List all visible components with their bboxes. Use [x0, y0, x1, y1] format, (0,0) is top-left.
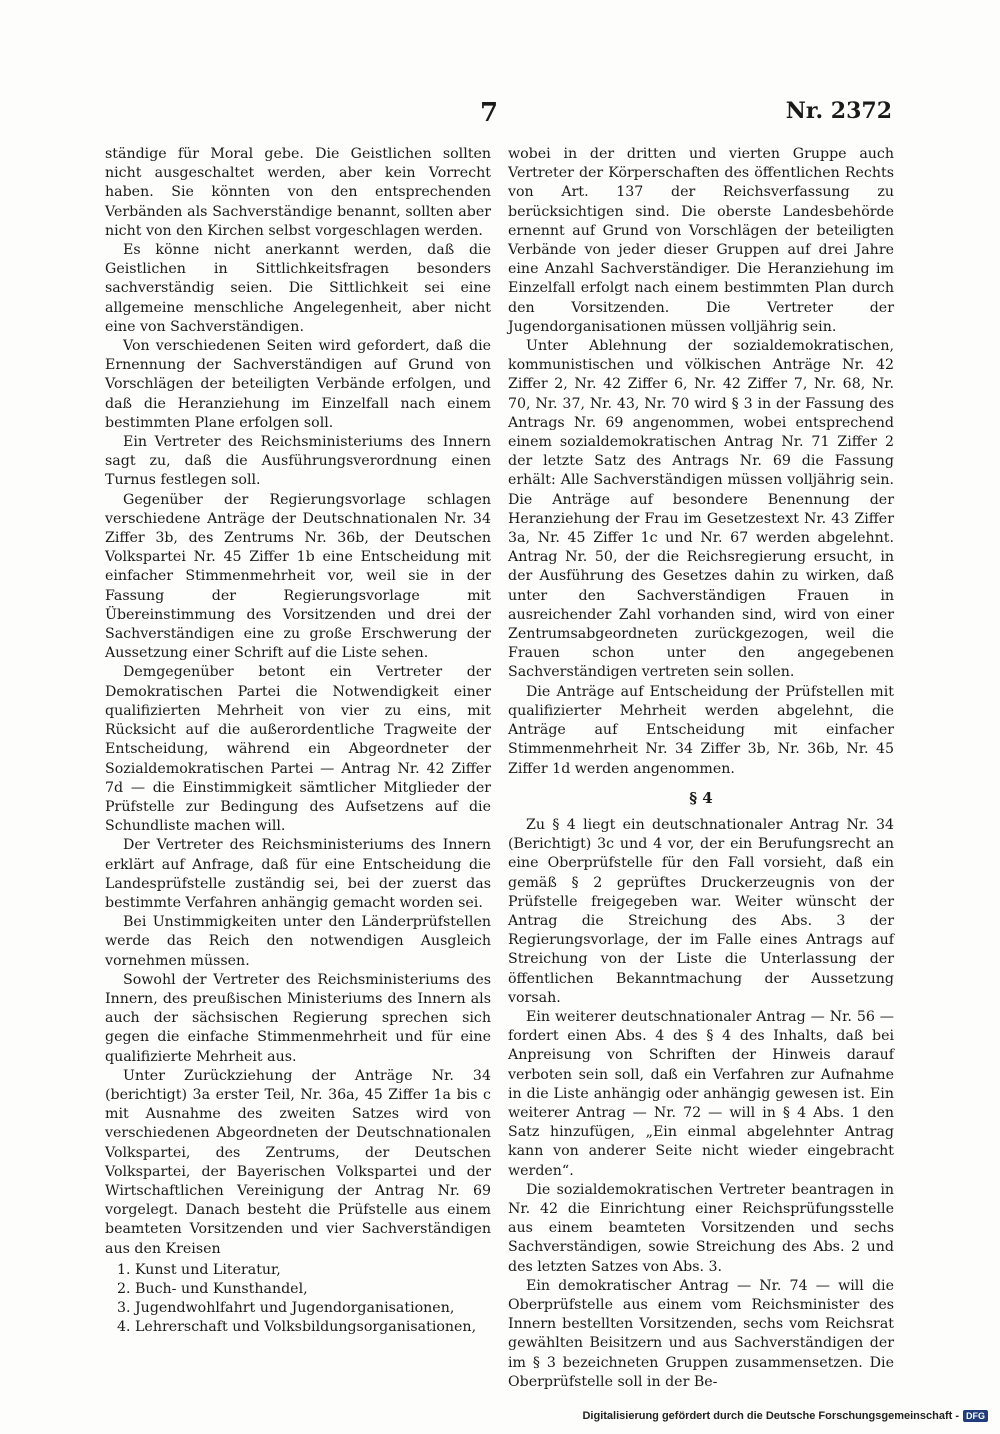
paragraph: Bei Unstimmigkeiten unter den Länderprüfstellen werde das Reich den notwendigen Ausgleich vornehmen müssen. — [105, 914, 491, 969]
paragraph: Der Vertreter des Reichsministeriums des Innern erklärt auf Anfrage, daß für eine Entscheidung die Landesprüfstelle zuständig sei, bei der zuerst das bestimmte Verfahren anhängig gemacht worden sei. — [105, 837, 491, 911]
list-item: 3. Jugendwohlfahrt und Jugendorganisationen, — [135, 1299, 491, 1318]
right-column — [508, 145, 894, 1392]
paragraph: Sowohl der Vertreter des Reichsministeriums des Innern, des preußischen Ministeriums des Innern als auch der sächsischen Regierung sprechen sich gegen die einfache Stimmenmehrheit und für eine qualifizierte Mehrheit aus. — [105, 971, 491, 1065]
left-column — [105, 145, 491, 1338]
group-list — [123, 1261, 491, 1338]
list-item: 1. Kunst und Literatur, — [135, 1261, 491, 1280]
paragraph: Demgegenüber betont ein Vertreter der Demokratischen Partei die Notwendigkeit einer qualifizierten Mehrheit von vier zu eins, mit Rücksicht auf die außerordentliche Tragweite der Entscheidung, während ein Abgeordneter der Sozialdemokratischen Partei — Antrag Nr. 42 Ziffer 7d — die Einstimmigkeit sämtlicher Mitglieder der Prüfstelle zur Bedingung des Aufsetzens auf die Schundliste machen will. — [105, 664, 491, 835]
footer-text: Digitalisierung gefördert durch die Deutsche Forschungsgemeinschaft - — [582, 1410, 959, 1422]
paragraph: Von verschiedenen Seiten wird gefordert, daß die Ernennung der Sachverständigen auf Grund von Vorschlägen der beteiligten Verbände erfolgen, und daß die Heranziehung im Einzelfall nach einem bestimmten Plane erfolgen soll. — [105, 338, 491, 431]
page-header — [0, 98, 1000, 134]
list-item: 4. Lehrerschaft und Volksbildungsorganisationen, — [135, 1318, 491, 1337]
paragraph: ständige für Moral gebe. Die Geistlichen sollten nicht ausgeschaltet werden, aber kein Vorrecht haben. Sie könnten von den entsprechenden Verbänden als Sachverständige benannt, sollten aber nicht von den Kirchen selbst vorgeschlagen werden. — [105, 146, 491, 239]
paragraph: Die sozialdemokratischen Vertreter beantragen in Nr. 42 die Einrichtung einer Reichsprüfungsstelle aus einem beamteten Vorsitzenden und sechs Sachverständigen, sowie Streichung des Abs. 2 und des letzten Satzes von Abs. 3. — [508, 1181, 894, 1275]
paragraph: Es könne nicht anerkannt werden, daß die Geistlichen in Sittlichkeitsfragen besonders sachverständig seien. Die Sittlichkeit sei eine allgemeine menschliche Angelegenheit, aber nicht eine von Sachverständigen. — [105, 242, 491, 335]
paragraph: Ein weiterer deutschnationaler Antrag — Nr. 56 — fordert einen Abs. 4 des § 4 des Inhalts, daß bei Anpreisung von Schriften der Hinweis darauf verboten sein soll, daß ein Verfahren zur Aufnahme in die Liste anhängig oder anhängig gewesen ist. Ein weiterer Antrag — Nr. 72 — will in § 4 Abs. 1 den Satz hinzufügen, „Ein einmal abgelehnter Antrag kann von anderer Seite nicht wieder eingebracht werden“. — [508, 1008, 894, 1179]
footer — [582, 1410, 988, 1422]
dfg-logo: DFG — [963, 1410, 988, 1422]
section-heading: § 4 — [689, 788, 713, 807]
paragraph: Ein demokratischer Antrag — Nr. 74 — will die Oberprüfstelle aus einem vom Reichsminister des Innern bestellten Vorsitzenden, sechs vom Reichsrat gewählten Beisitzern und aus Sachverständigen der im § 3 bezeichneten Gruppen zusammensetzen. Die Oberprüfstelle soll in der Be- — [508, 1277, 894, 1390]
list-item: 2. Buch- und Kunsthandel, — [135, 1280, 491, 1299]
paragraph: Zu § 4 liegt ein deutschnationaler Antrag Nr. 34 (Berichtigt) 3c und 4 vor, der ein Berufungsrecht an eine Oberprüfstelle für den Fall vorsieht, daß ein gemäß § 2 geprüftes Druckerzeugnis von der Prüfstelle freigegeben war. Weiter wünscht der Antrag die Streichung des Abs. 3 der Regierungsvorlage, der im Falle eines Antrags auf Streichung von der Liste die Unterlassung der öffentlichen Bekanntmachung der Aussetzung vorsah. — [508, 816, 894, 1006]
paragraph: Die Anträge auf Entscheidung der Prüfstellen mit qualifizierter Mehrheit werden abgelehnt, die Anträge auf Entscheidung mit einfacher Stimmenmehrheit Nr. 34 Ziffer 3b, Nr. 36b, Nr. 45 Ziffer 1d werden angenommen. — [508, 683, 894, 777]
paragraph: Unter Ablehnung der sozialdemokratischen, kommunistischen und völkischen Anträge Nr. 42 Ziffer 2, Nr. 42 Ziffer 6, Nr. 42 Ziffer 7, Nr. 68, Nr. 70, Nr. 37, Nr. 43, Nr. 70 wird § 3 in der Fassung des Antrags Nr. 69 angenommen, wobei entsprechend einem sozialdemokratischen Antrag Nr. 71 Ziffer 2 der letzte Satz des Antrags Nr. 69 die Fassung erhält: Alle Sachverständigen müssen volljährig sein. Die Anträge auf besondere Benennung der Heranziehung der Frau im Gesetzestext Nr. 43 Ziffer 3a, Nr. 45 Ziffer 1c und Nr. 67 werden abgelehnt. Antrag Nr. 50, der die Reichsregierung ersucht, in der Ausführung des Gesetzes dahin zu wirken, daß unter den Sachverständigen Frauen in ausreichender Zahl vorhanden sind, wird von einer Zentrumsabgeordneten zurückgezogen, weil die Frauen schon unter den angegebenen Sachverständigen vertreten sein sollen. — [508, 338, 894, 681]
paragraph: Unter Zurückziehung der Anträge Nr. 34 (berichtigt) 3a erster Teil, Nr. 36a, 45 Ziffer 1a bis c mit Ausnahme des zweiten Satzes wird von verschiedenen Abgeordneten der Deutschnationalen Volkspartei, des Zentrums, der Deutschen Volkspartei, der Bayerischen Volkspartei und der Wirtschaftlichen Vereinigung der Antrag Nr. 69 vorgelegt. Danach besteht die Prüfstelle aus einem beamteten Vorsitzenden und vier Sachverständigen aus den Kreisen — [105, 1067, 491, 1257]
page-number: 7 — [480, 98, 499, 128]
paragraph: Gegenüber der Regierungsvorlage schlagen verschiedene Anträge der Deutschnationalen Nr. 34 Ziffer 3b, des Zentrums Nr. 36b, der Deutschen Volkspartei Nr. 45 Ziffer 1b eine Entscheidung mit einfacher Stimmenmehrheit vor, weil sie in der Fassung der Regierungsvorlage mit Übereinstimmung des Vorsitzenden und drei der Sachverständigen eine zu große Erschwerung der Aussetzung einer Schrift auf die Liste sehen. — [105, 491, 491, 662]
document-number: Nr. 2372 — [785, 98, 892, 124]
paragraph: wobei in der dritten und vierten Gruppe auch Vertreter der Körperschaften des öffentlichen Rechts von Art. 137 der Reichsverfassung zu berücksichtigen sind. Die oberste Landesbehörde ernennt auf Grund von Vorschlägen der beteiligten Verbände von jeder dieser Gruppen auf drei Jahre eine Anzahl Sachverständiger. Die Heranziehung im Einzelfall erfolgt nach einem bestimmten Plan durch den Vorsitzenden. Die Vertreter der Jugendorganisationen müssen volljährig sein. — [508, 146, 894, 335]
paragraph: Ein Vertreter des Reichsministeriums des Innern sagt zu, daß die Ausführungsverordnung einen Turnus festlegen soll. — [105, 434, 491, 489]
